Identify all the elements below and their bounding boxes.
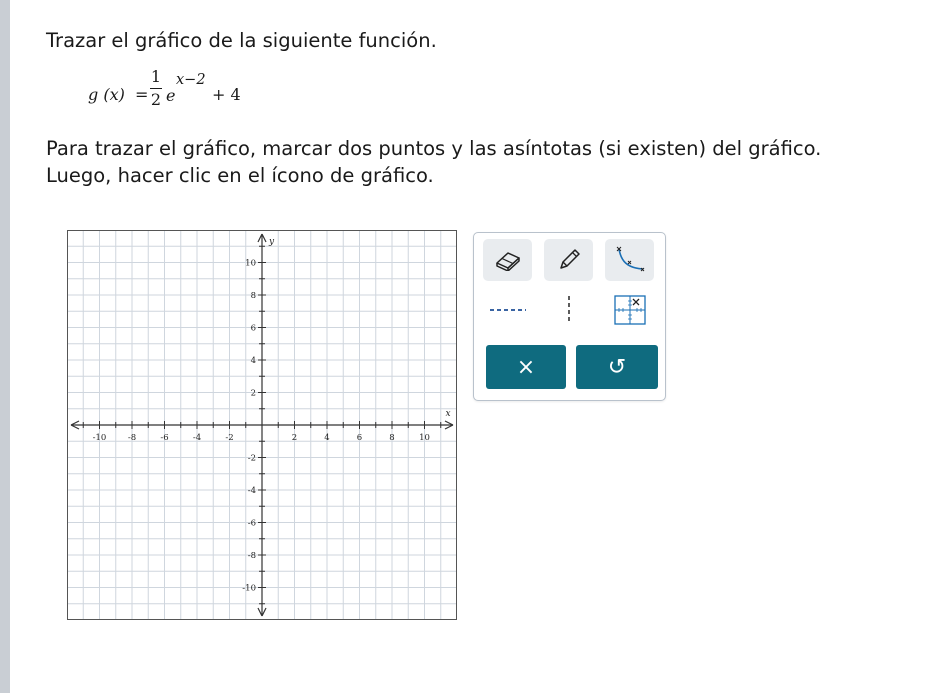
y-tick-label: -10	[242, 583, 256, 594]
y-tick-label: -4	[247, 486, 256, 496]
vertical-asymptote-tool-button[interactable]	[544, 289, 593, 331]
formula-lhs: g (x)	[88, 85, 125, 104]
close-icon: ×	[516, 354, 536, 380]
horizontal-dashed-line-icon	[488, 305, 528, 315]
graph-area[interactable]	[67, 230, 457, 620]
graph-tool-panel	[473, 232, 666, 401]
formula-denominator: 2	[150, 90, 162, 109]
x-tick-label: -2	[225, 433, 234, 443]
graph-check-tool-button[interactable]	[605, 289, 654, 331]
y-tick-label: 8	[250, 291, 256, 301]
x-tick-label: 10	[419, 433, 430, 443]
y-tick-label: 10	[245, 258, 256, 269]
instruction-line-2: Para trazar el gráfico, marcar dos puntos y las asíntotas (si existen) del gráfico.	[46, 137, 822, 160]
y-tick-label: -2	[247, 453, 256, 464]
x-tick-label: -4	[192, 433, 202, 443]
x-tick-label: -6	[160, 433, 169, 443]
horizontal-asymptote-tool-button[interactable]	[483, 289, 532, 331]
x-tick-label: -8	[127, 433, 137, 443]
vertical-dashed-line-icon	[564, 294, 574, 326]
fraction-bar	[150, 88, 162, 89]
clear-button[interactable]	[486, 345, 566, 389]
y-tick-label: 4	[250, 356, 256, 366]
formula-equals: =	[135, 85, 149, 104]
formula-base: e	[166, 86, 176, 105]
y-tick-label: -8	[247, 551, 256, 561]
formula-tail: + 4	[212, 85, 241, 104]
instruction-title: Trazar el gráfico de la siguiente función.	[46, 29, 437, 52]
x-tick-label: 8	[389, 433, 395, 443]
left-edge-bar	[0, 0, 10, 693]
formula-numerator: 1	[150, 67, 162, 86]
y-tick-label: -6	[247, 518, 256, 529]
eraser-tool-button[interactable]	[483, 239, 532, 281]
x-tick-label: -10	[92, 433, 107, 443]
pencil-icon	[556, 247, 582, 273]
instruction-line-3: Luego, hacer clic en el ícono de gráfico.	[46, 164, 434, 187]
graph-check-icon	[613, 294, 647, 326]
formula-fraction	[150, 68, 162, 109]
x-tick-label: 4	[324, 433, 330, 443]
exponential-curve-icon	[613, 244, 647, 276]
y-axis-label: y	[269, 237, 275, 247]
exponential-curve-tool-button[interactable]	[605, 239, 654, 281]
coordinate-plane[interactable]	[67, 230, 457, 620]
y-tick-label: 6	[250, 323, 256, 334]
x-tick-label: 6	[356, 433, 363, 443]
x-tick-label: 2	[291, 433, 298, 443]
x-axis-label: x	[445, 409, 451, 419]
eraser-icon	[494, 249, 522, 271]
undo-button[interactable]	[576, 345, 658, 389]
y-tick-label: 2	[250, 388, 256, 399]
pencil-tool-button[interactable]	[544, 239, 593, 281]
undo-icon: ↺	[607, 354, 627, 380]
formula-exponent: x−2	[176, 72, 206, 88]
